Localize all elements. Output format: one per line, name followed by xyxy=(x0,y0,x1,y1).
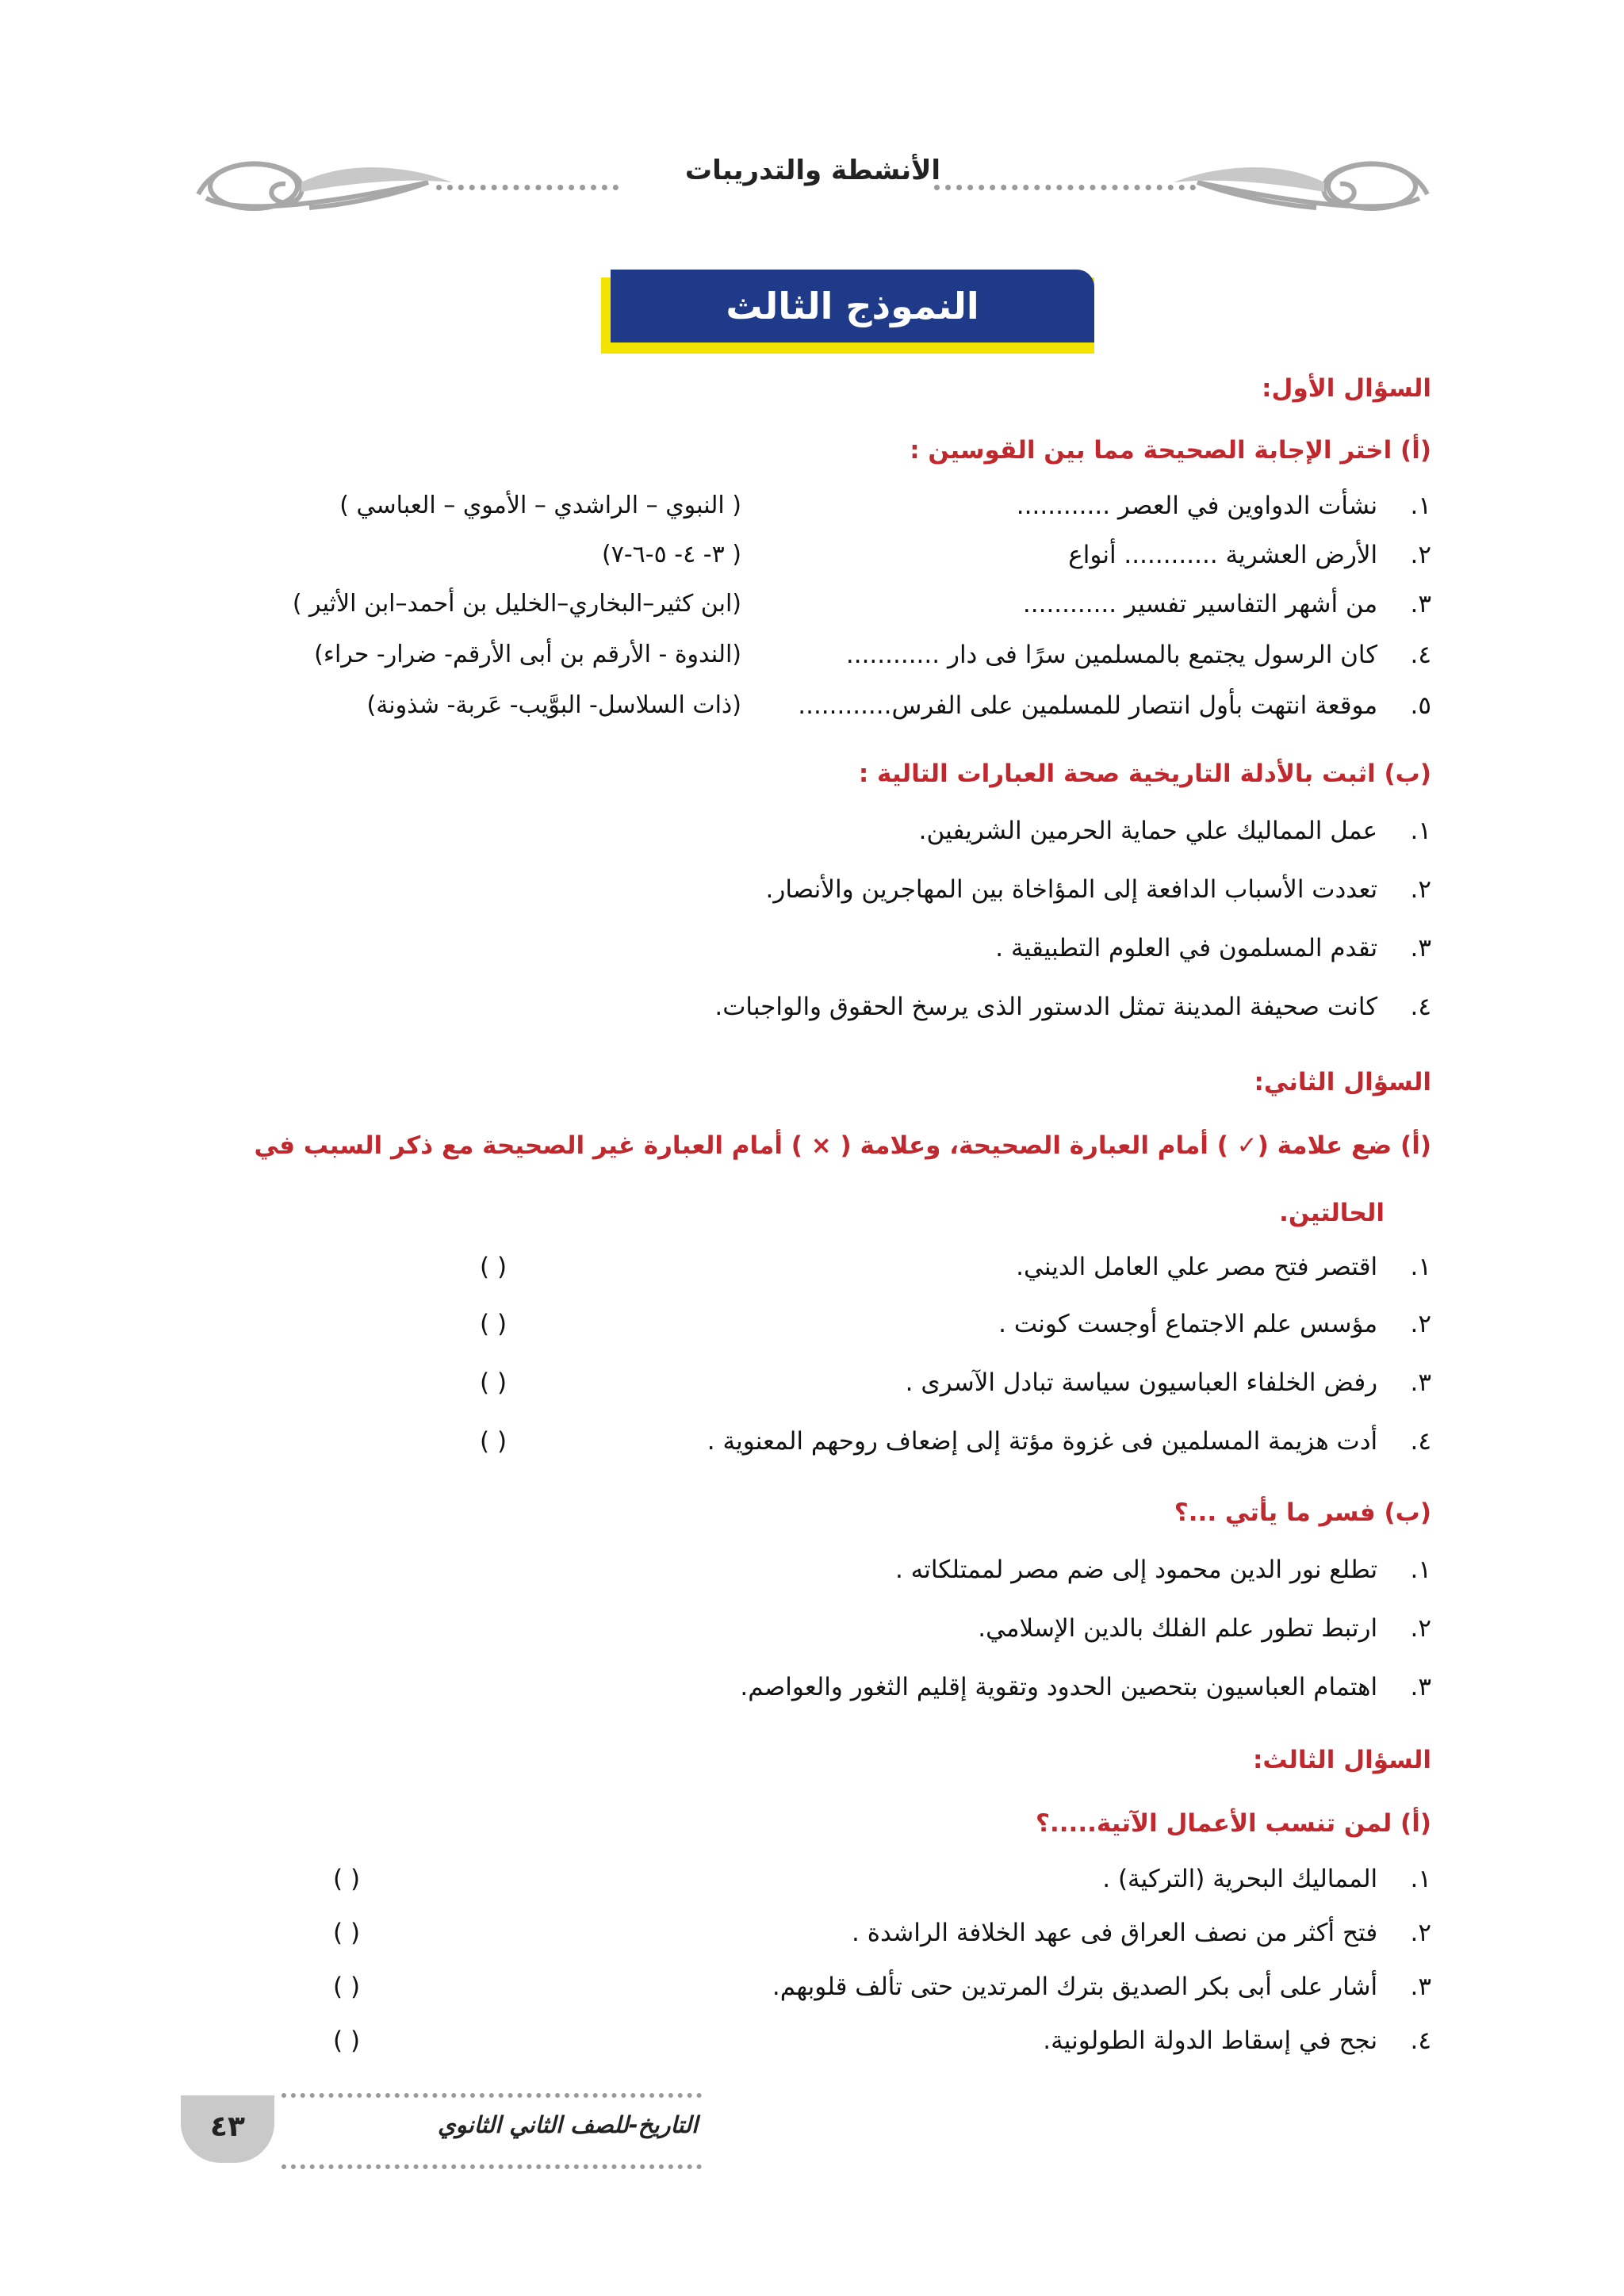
list-item: ٢. مؤسس علم الاجتماع أوجست كونت . xyxy=(998,1310,1431,1338)
q1b-title: (ب) اثبت بالأدلة التاريخية صحة العبارات التالية : xyxy=(858,760,1431,788)
list-item: ٢. ارتبط تطور علم الفلك بالدين الإسلامي. xyxy=(978,1614,1431,1643)
answer-bracket: ( ) xyxy=(333,1919,361,1947)
model-title: النموذج الثالث xyxy=(611,270,1094,342)
list-item: ٢. الأرض العشرية ............ أنواع xyxy=(1068,541,1431,569)
list-item: ١. نشأت الدواوين في العصر ............ xyxy=(1016,492,1431,520)
footer-title: التاريخ-للصف الثاني الثانوي xyxy=(437,2111,698,2138)
list-item: ٣. من أشهر التفاسير تفسير ............ xyxy=(1022,590,1431,618)
footer-dots-top xyxy=(282,2093,702,2098)
answer-bracket: ( ) xyxy=(333,2026,361,2055)
header-title: الأنشطة والتدريبات xyxy=(684,155,941,186)
answer-bracket: ( ) xyxy=(333,1865,361,1893)
list-item: ٤. نجح في إسقاط الدولة الطولونية. xyxy=(1043,2026,1431,2055)
list-item: ٣. تقدم المسلمون في العلوم التطبيقية . xyxy=(995,934,1431,962)
q2a-title-line1: (أ) ضع علامة (✓ ) أمام العبارة الصحيحة، وعلامة ( × ) أمام العبارة غير الصحيحة مع ذكر السبب في xyxy=(254,1131,1431,1160)
answer-bracket: ( ) xyxy=(480,1427,508,1456)
options: (الندوة - الأرقم بن أبى الأرقم- ضرار- حراء) xyxy=(314,641,741,668)
footer-dots-bottom xyxy=(282,2164,702,2169)
options: ( ٣- ٤- ٥-٦-٧) xyxy=(602,541,741,568)
options: ( النبوي – الراشدي – الأموي – العباسي ) xyxy=(339,492,741,519)
q3-title: السؤال الثالث: xyxy=(1253,1746,1431,1774)
q2a-title-line2: الحالتين. xyxy=(1279,1199,1385,1227)
list-item: ٢. تعددت الأسباب الدافعة إلى المؤاخاة بين المهاجرين والأنصار. xyxy=(765,875,1431,904)
list-item: ٤. كان الرسول يجتمع بالمسلمين سرًا فى دار ............ xyxy=(845,641,1431,669)
list-item: ١. المماليك البحرية (التركية) . xyxy=(1102,1865,1431,1893)
answer-bracket: ( ) xyxy=(480,1368,508,1397)
list-item: ١. اقتصر فتح مصر علي العامل الديني. xyxy=(1016,1253,1431,1281)
answer-bracket: ( ) xyxy=(480,1310,508,1338)
answer-bracket: ( ) xyxy=(480,1253,508,1281)
header-dots-left xyxy=(436,185,619,190)
options: (ذات السلاسل- البوَّيب- عَربة- شذونة) xyxy=(366,691,741,719)
options: (ابن كثير–البخاري–الخليل بن أحمد–ابن الأثير ) xyxy=(292,590,741,618)
q2-title: السؤال الثاني: xyxy=(1254,1068,1431,1096)
q1a-title: (أ) اختر الإجابة الصحيحة مما بين القوسين : xyxy=(910,436,1431,465)
q3a-title: (أ) لمن تنسب الأعمال الآتية.....؟ xyxy=(1036,1809,1431,1838)
q2b-title: (ب) فسر ما يأتي ...؟ xyxy=(1174,1498,1431,1527)
list-item: ٣. أشار على أبى بكر الصديق بترك المرتدين حتى تألف قلوبهم. xyxy=(772,1973,1431,2001)
list-item: ١. عمل المماليك علي حماية الحرمين الشريفين. xyxy=(918,817,1431,845)
list-item: ٤. أدت هزيمة المسلمين فى غزوة مؤتة إلى إضعاف روحهم المعنوية . xyxy=(707,1427,1431,1456)
answer-bracket: ( ) xyxy=(333,1973,361,2001)
list-item: ٣. رفض الخلفاء العباسيون سياسة تبادل الآسرى . xyxy=(905,1368,1431,1397)
list-item: ٥. موقعة انتهت بأول انتصار للمسلمين على الفرس............ xyxy=(798,691,1431,720)
list-item: ٤. كانت صحيفة المدينة تمثل الدستور الذى يرسخ الحقوق والواجبات. xyxy=(714,993,1431,1021)
list-item: ٣. اهتمام العباسيون بتحصين الحدود وتقوية إقليم الثغور والعواصم. xyxy=(740,1673,1431,1701)
list-item: ١. تطلع نور الدين محمود إلى ضم مصر لممتلكاته . xyxy=(894,1556,1431,1584)
page-number: ٤٣ xyxy=(181,2095,274,2163)
q1-title: السؤال الأول: xyxy=(1262,374,1431,403)
list-item: ٢. فتح أكثر من نصف العراق فى عهد الخلافة الراشدة . xyxy=(852,1919,1431,1947)
